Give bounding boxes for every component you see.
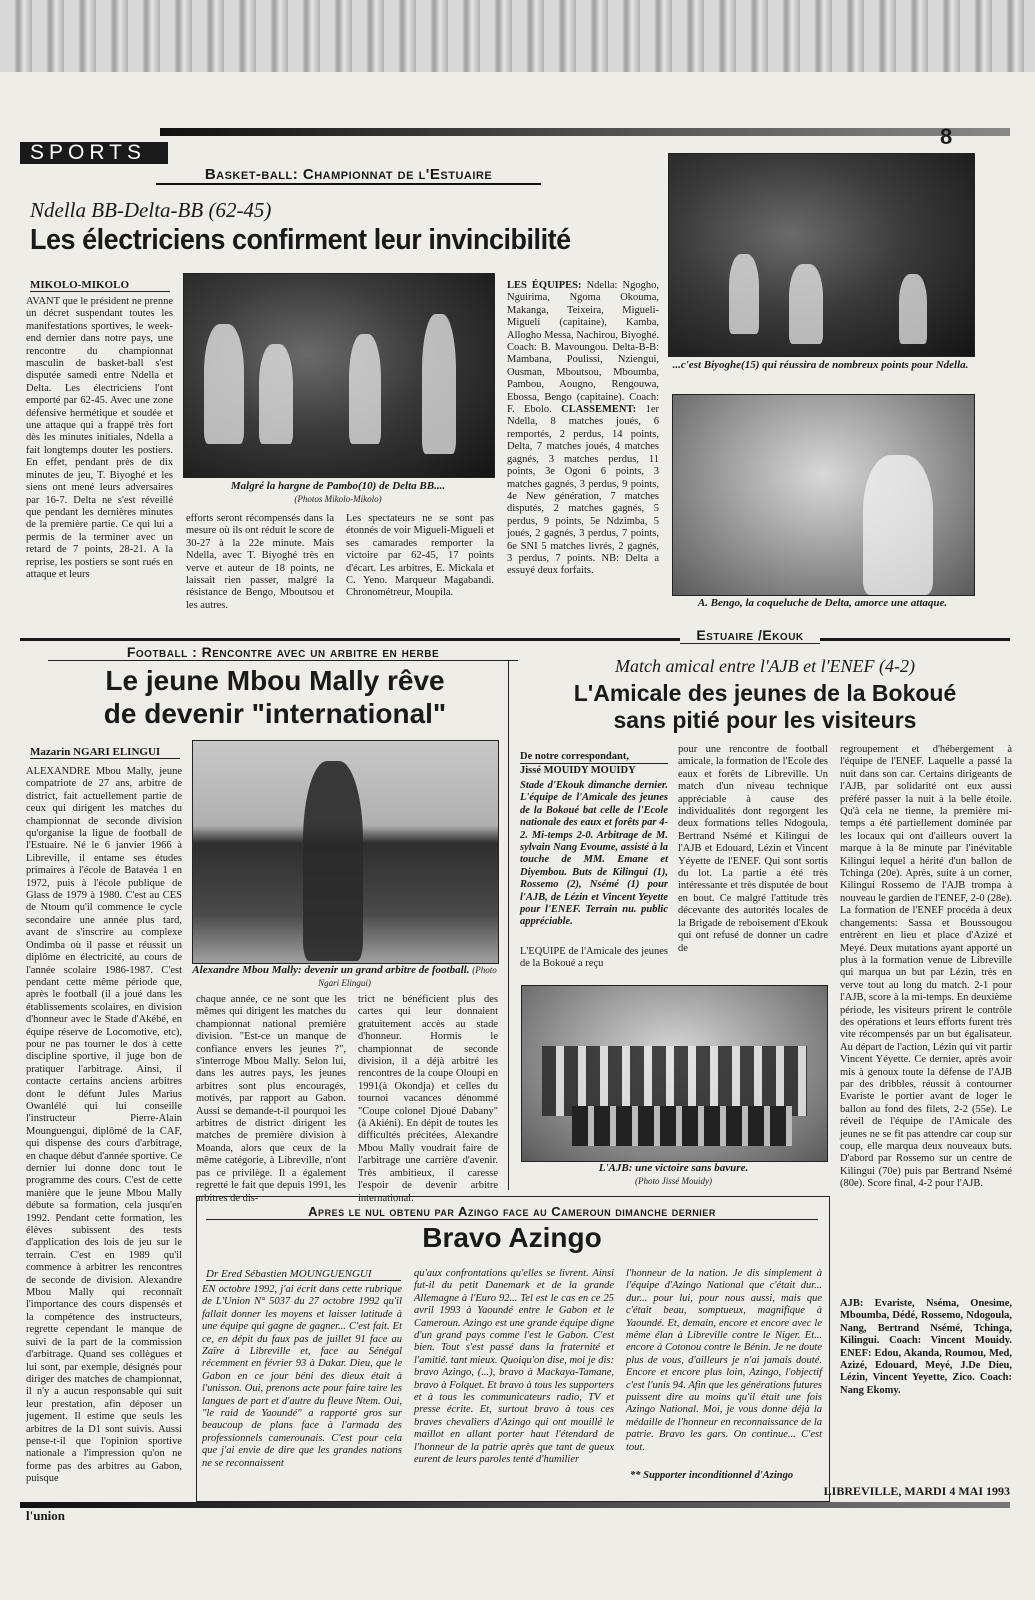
footer-dateline: LIBREVILLE, MARDI 4 MAI 1993 bbox=[823, 1484, 1010, 1498]
ekouk-col3: regroupement et d'hébergement à l'équipe de l'ENEF. Laquelle a passé la nuit dans son car. Certains dirigeants de l'AJB, par solidarité ont eux aussi préféré passer la nuit à la belle étoile. Qu'à cela ne tienne, la première mi-temps a été partiellement dominée par les locaux qui ont d'ailleurs ouvert la marque à la 8e minute par l'inévitable Kilingui lequel a hérité d'un ballon de Tchinga (20e). Après, suite à un corner, Kilingui Rossemo de l'AJB trompa à nouveau le gardien de l'ENEF, 2-0 (28e). La formation de l'ENEF procéda à deux changements: Sassa et Boussougou entrèrent en lieu et place d'Azizé et Meyé. Deux mutations ayant apporté un plus à la formation venue de Libreville qui marqua un but par Lézin, très en verve tout au long du match. 2-1 pour l'AJB, score à la mi-temps. En deuxième période, les visiteurs prirent le contrôle des opérations et leurs efforts furent très vite récompensés par un but égalisateur. Au départ de l'action, Lézin qui vit partir Vincent Yéyette. Ce dernier, après avoir mis à genoux toute la défense de l'AJB par des dribbles, réussit à contourner Evariste le portier avant de loger le ballon au fond des filets, 2-2 (55e). Le réveil de l'équipe de l'Amicale des jeunes ne se fit pas attendre car coup sur coup, elle marqua deux nouveaux buts. D'abord par Rossemo sur un centre de Kilingui (70e) puis par Bertrand Nsémé (80e). Score final, 4-2 pour l'AJB. bbox=[840, 744, 1012, 1190]
basket-photo-1-caption: Malgré la hargne de Pambo(10) de Delta BB.... (Photos Mikolo-Mikolo) bbox=[230, 480, 446, 504]
scan-top-edge bbox=[0, 0, 1035, 72]
ekouk-col2: pour une rencontre de football amicale, la formation de l'Ecole des eaux et forêts de Libreville. Un match d'un niveau technique appréciable à cause des individualités dont regorgent les deux formations telles Ndogoula, Bertrand Nsémé et Kilingui de l'AJB et Edouard, Lézin et Vincent Yéyette de l'ENEF. Qui sont sortis du lot. La partie a été très intéressante et très disputée de bout en bout. Ce malgré l'attitude très décevante des autorités locales de la Brigade de reboisement d'Ekouk qui ont refusé de donner un cadre de bbox=[678, 744, 828, 954]
section-title: SPORTS bbox=[20, 142, 168, 164]
basket-photo-1 bbox=[183, 273, 495, 478]
football-col1: ALEXANDRE Mbou Mally, jeune compatriote de 27 ans, arbitre de district, fait actuellement partie de ceux qui dirigent les matches du championnat de seconde division qu'organise la ligue de football de l'Estuaire. Né le 6 janvier 1966 à Libreville, il entame ses études primaires à l'école de Batavéa 1 en 1972, puis à l'école publique de Glass de 1979 à 1980. C'est au CES de Ntoum qu'il commence le cycle secondaire une année plus tard, avant de s'inscrire au complexe Ondimba où il passe et réussit un diplôme en électricité, au cours de l'année scolaire 1986-1987. C'est pendant cette même période que, après le football (il a joué dans les établissements scolaires, en division d'honneur avec le Stade d'Akébé, en équipe réserve de Locomotive, etc), pour ne pas tourner le dos à cette discipline sportive, il juge bon de pratiquer l'arbitrage. Ainsi, il contacte certains anciens arbitres dont le défunt Jules Marius Owanlélé qui lui conseille l'instructeur Pierre-Alain Mounguengui, diplômé de la CAF, qui dispense des cours d'arbitrage, en chaque début d'année sportive. Ce dernier lui donne donc tout le programme des cours. C'est de cette manière que le jeune Mbou Mally débute sa formation, cela jusqu'en 1992. Pendant cette formation, les élèves subissent des tests d'application des lois de jeu sur le terrain. C'est en 1989 qu'il commence à arbitrer les rencontres de seconde de division. Alexandre Mbou Mally qui reconnaît l'importance des cours dispensés et la compétence des instructeurs, regrette cependant le manque de suivi de la part de la commission d'arbitrage. Quand ses collègues et lui sont, par exemple, désignés pour diriger des matches de championnat, il n'y a aucun responsable qui suit leur prestation, afin déposer un jugement. Il estime que seuls les arbitres de la D1 sont suivis. Aussi pense-t-il que l'opinion sportive nationale a l'impression qu'on ne forme pas des arbitres au Gabon, puisque bbox=[26, 766, 182, 1485]
footer-paper-name: l'union bbox=[26, 1508, 66, 1523]
ekouk-subtitle: Match amical entre l'AJB et l'ENEF (4-2) bbox=[615, 656, 915, 676]
basket-col2: efforts seront récompensés dans la mesure où ils ont réduit le score de 30-27 à la 22e minute. Mais Ndella, avec T. Biyoghé très en verve et auteur de 18 points, ne laissait rien passer, malgré la résistance de Bengo, Mboutsou et les autres. bbox=[186, 513, 334, 611]
football-col2: chaque année, ce ne sont que les mêmes qui dirigent les matches du championnat national première division. "Est-ce un manque de confiance envers les jeunes ?", s'interroge Mbou Mally. Selon lui, dans les autres pays, les jeunes arbitres sont plus encouragés, motivés, par rapport au Gabon. Aussi se demande-t-il pourquoi les arbitres de district dirigent les matches de première division à Moanda, alors que ceux de la même catégorie, à Libreville, n'ont pas ce privilège. Il a également regretté le fait que depuis 1991, les arbitres de dis- bbox=[196, 994, 346, 1204]
basket-photo-3 bbox=[672, 394, 975, 596]
azingo-col3: l'honneur de la nation. Je dis simplement à l'équipe d'Azingo National que c'était dur... dur... pour lui, pour nous aussi, mais que c'était beau, somptueux, magnifique à Yaoundé. Et, demain, encore et encore avec le même élan à Libreville contre le Niger. Et... encore à Cotonou contre le Bénin. Je ne doute plus de vous, d'ailleurs je n'ai jamais douté. Encore et encore plus loin, Azingo, l'objectif c'est l'unis 94. Afin que les générations futures puissent dire au moins qu'il était une fois Azingo National. Moi, je vous donne déjà la médaille de l'honneur en reconnaissance de la patrie. Bravo les gars. On continue... C'est tout. bbox=[626, 1268, 822, 1453]
basket-photo-2-caption: ...c'est Biyoghe(15) qui réussira de nombreux points pour Ndella. bbox=[672, 359, 969, 371]
page-number: 8 bbox=[940, 124, 953, 149]
basket-teams: LES ÉQUIPES: Ndella: Ngogho, Nguirima, Ngoma Okouma, Makanga, Teixeira, Migueli-Migueli (capitaine), Kamba, Allogho Messa, Nachirou, Biyoghé. Coach: B. Mavoungou. Delta-B-B: Mambana, Poulissi, Nziengui, Ousman, Mboutsou, Mboumba, Pambou, Aougno, Rengouwa, Ebossa, Bengo (capitaine). Coach: F. Ebolo. CLASSEMENT: 1er Ndella, 8 matches joués, 6 remportés, 2 perdus, 14 points, Delta, 7 matches joués, 4 matches gagnés, 3 matches perdus, 11 points, 3e Ogoni 6 points, 3 matches gagnés, 3 perdus, 9 points, 4e New génération, 7 matches disputés, 2 matches gagnés, 5 perdus, 9 points, 5e Ndzimba, 5 joués, 2 gagnés, 3 perdus, 7 points, 6e SNI 5 matches livrés, 2 gagnés, 3 perdus, 7 points. NB: Delta a essuyé deux forfaits. bbox=[507, 280, 659, 577]
basket-photo-3-caption: A. Bengo, la coqueluche de Delta, amorce une attaque. bbox=[697, 597, 948, 609]
ekouk-team-photo bbox=[521, 985, 828, 1162]
divider-1 bbox=[20, 638, 1010, 641]
football-byline: Mazarin NGARI ELINGUI bbox=[30, 746, 180, 759]
ekouk-headline: L'Amicale des jeunes de la Bokoué sans pitié pour les visiteurs bbox=[573, 680, 957, 733]
footer-rule bbox=[20, 1502, 1010, 1508]
basket-headline: Les électriciens confirment leur invincibilité bbox=[30, 224, 571, 256]
azingo-headline: Bravo Azingo bbox=[422, 1222, 602, 1253]
azingo-col2: qu'aux confrontations qu'elles se livrent. Ainsi fut-il du petit Danemark et de la grande Allemagne à l'Euro 92... Tel est le cas en ce 25 avril 1993 à Yaoundé entre le Gabon et le Cameroun. Azingo est une grande équipe digne d'un grand pays comme l'est le Gabon. C'est bien. Tout s'est passé dans la fraternité et l'amitié. tant mieux. Quoiqu'on dise, moi je dis: bravo Azingo, (...), bravo à Mackaya-Tamane, bravo à Folquet. Et bravo à tous les supporters et à tous les communicateurs radio, TV et presse écrite. Et, surtout bravo à tous ces braves chevaliers d'Azingo qui ont mouillé le maillot en allant porter haut l'étendard de l'honneur de la patrie après que tant de gueux eurent de leurs paroles tenté d'humilier bbox=[414, 1268, 614, 1466]
basket-kicker: Basket-ball: Championnat de l'Estuaire bbox=[156, 166, 541, 185]
basket-subtitle: Ndella BB-Delta-BB (62-45) bbox=[30, 198, 272, 222]
azingo-col1: EN octobre 1992, j'ai écrit dans cette rubrique de L'Union N° 5037 du 27 octobre 1992 qu'il fallait donner les moyens et laisser latitude à une équipe qui gagne de gagner... C'est fait. Et ce, en dépit du faux pas de juillet 91 face au Zaïre à Libreville et, face au Sénégal récemment en février 93 à Dakar. Dieu, que le Gabon en ce jour béni des dieux était à l'unisson. Oui, prenons acte pour faire taire les langues de part et d'autre du fleuve Ntem. Oui, "le raid de Yaoundé" a rapporté gros sur beaucoup de plans face à l'armada des professionnels camerounais. C'est pour cela que j'ai envie de dire que les grandes nations ne se reconnaissent bbox=[202, 1284, 402, 1469]
ekouk-lead: Stade d'Ekouk dimanche dernier. L'équipe de l'Amicale des jeunes de la Bokoué bat celle de l'Ecole nationale des eaux et forêts par 4-2. Mi-temps 2-0. Arbitrage de M. sylvain Nang Evoume, assisté à la touche de MM. Emane et Diyembou. Buts de Kilingui (1), Rossemo (2), Nsémé (1) pour l'AJB, de Lézin et Vincent Yeyette pour l'ENEF. Terrain nu. public appréciable. bbox=[520, 780, 668, 928]
football-headline: Le jeune Mbou Mally rêve de devenir "international" bbox=[103, 665, 447, 729]
ekouk-photo-caption: L'AJB: une victoire sans bavure. (Photo Jissé Mouidy) bbox=[598, 1162, 749, 1186]
azingo-signature: ** Supporter inconditionnel d'Azingo bbox=[630, 1470, 794, 1481]
azingo-kicker: Apres le nul obtenu par Azingo face au Cameroun dimanche dernier bbox=[206, 1204, 818, 1220]
ekouk-kicker: Estuaire /Ekouk bbox=[680, 627, 820, 644]
football-photo bbox=[192, 740, 499, 964]
section-rule bbox=[160, 128, 1010, 136]
football-photo-caption: Alexandre Mbou Mally: devenir un grand arbitre de football. (Photo Ngari Elingui) bbox=[192, 964, 497, 988]
ekouk-col1: L'EQUIPE de l'Amicale des jeunes de la Bokoué a reçu bbox=[520, 946, 668, 970]
football-kicker: Football : Rencontre avec un arbitre en herbe bbox=[48, 644, 518, 661]
ekouk-byline: De notre correspondant, Jissé MOUIDY MOUIDY bbox=[520, 750, 668, 777]
football-col3: trict ne bénéficient plus des cartes qui leur donnaient gratuitement accès au stade d'honneur. Hormis le championnat de seconde division, il a déjà arbitré les rencontres de la coupe Oloupi en 1991(à Okondja) et celles du tournoi vacances dénommé "Coupe colonel Djoué Dabany" (à Akiéni). En dépit de toutes les difficultés précitées, Alexandre Mbou Mally voudrait faire de l'arbitrage une carrière d'avenir. Très ambitieux, il caresse l'espoir de devenir arbitre international. bbox=[358, 994, 498, 1204]
basket-col1: AVANT que le président ne prenne un décret suspendant toutes les manifestations sportives, le week-end dernier dans notre pays, une rencontre du championnat masculin de basket-ball s'est disputée samedi entre Ndella et Delta. Les électriciens l'ont emporté par 62-45. Avec une zone défensive hermétique et soudée et une attaque qui a frappé très fort dès les minutes initiales, Ndella a fait longtemps douter les postiers. En effet, pendant près de dix minutes de jeu, T. Biyoghé et les siens ont mené leurs adversaires par 16-7. Delta ne s'est réveillé que pendant les dernières minutes de la première partie. Ce qui lui a permis de la terminer avec un retard de 7 points, 28-21. A la reprise, les postiers se sont rués en attaque et leurs bbox=[26, 296, 173, 580]
column-rule bbox=[508, 660, 509, 1190]
basket-col3: Les spectateurs ne se sont pas étonnés de voir Migueli-Migueli et ses camarades remporter la victoire par 62-45, 17 points d'écart. Les arbitres, E. Mickala et C. Yeno. Marqueur Magabandi. Chronométreur, Moupila. bbox=[346, 513, 494, 599]
basket-byline: MIKOLO-MIKOLO bbox=[30, 279, 170, 292]
basket-photo-2 bbox=[668, 153, 975, 357]
azingo-byline: Dr Ered Sébastien MOUNGUENGUI bbox=[206, 1268, 401, 1281]
ekouk-teams: AJB: Evariste, Nséma, Onesime, Mboumba, Dédé, Rossemo, Ndogoula, Nang, Bertrand Nsémé, Tchinga, Kilingui. Coach: Vincent Mouidy. ENEF: Edou, Akanda, Roumou, Med, Azizé, Edouard, Meyé, J.De Dieu, Lézin, Vincent Yeyette, Zico. Coach: Nang Ekomy. bbox=[840, 1298, 1012, 1396]
